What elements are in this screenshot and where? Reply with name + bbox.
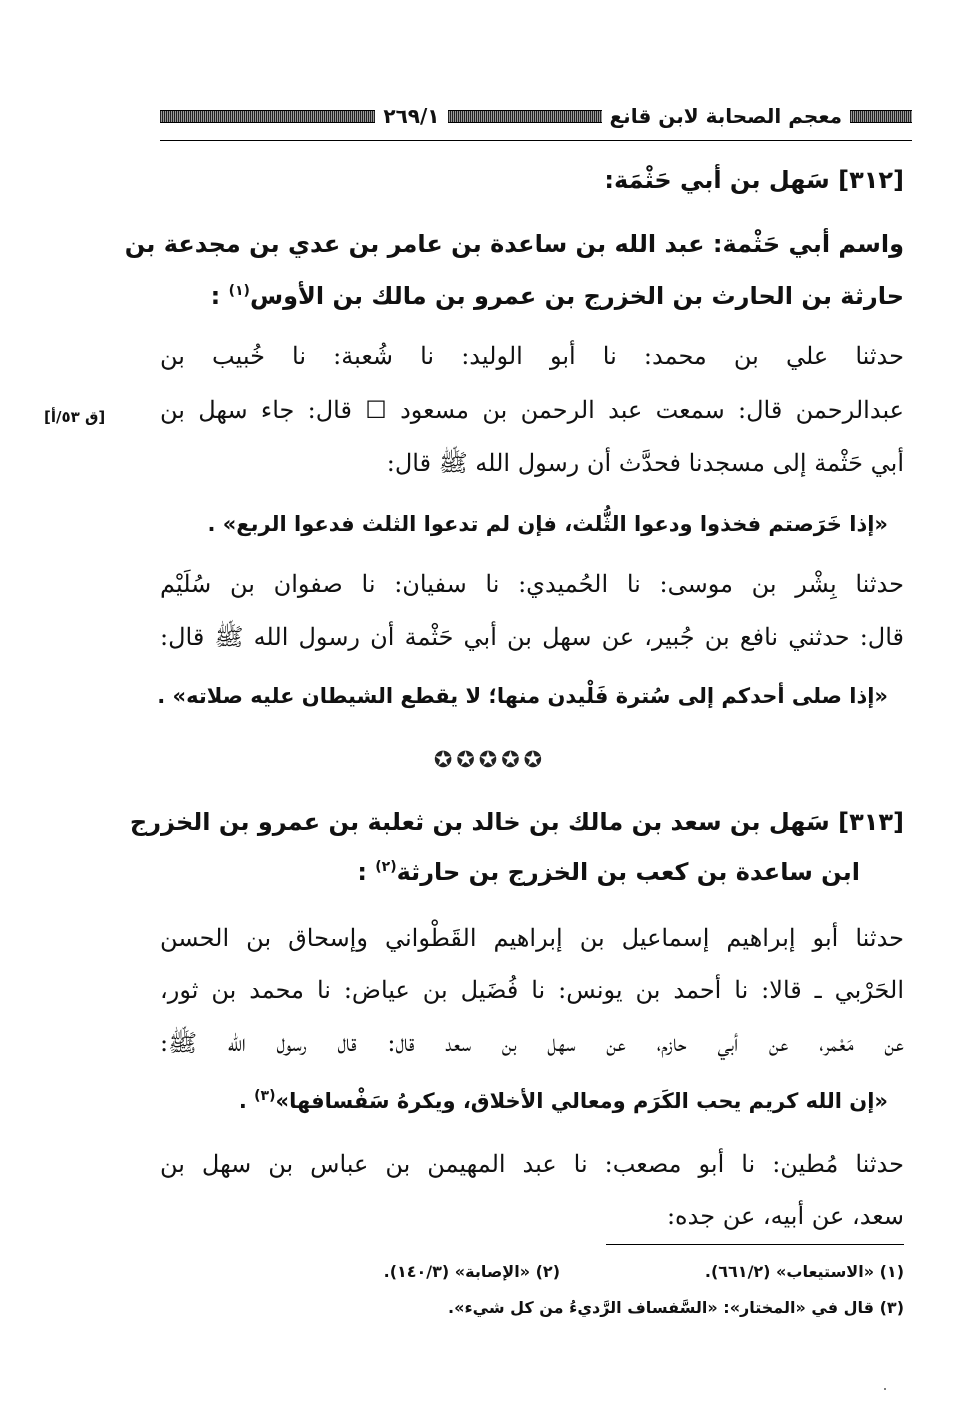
isnad-line: عن مَعْمر، عن أبي حازم، عن سهل بن سعد قال: قال رسول الله ﷺ: [160,1029,904,1057]
isnad-line: عبدالرحمن قال: سمعت عبد الرحمن بن مسعود ☐ قال: جاء سهل بن [160,396,905,424]
header-page-number: ٢٦٩/١ [383,104,440,128]
footnote-1: (١) «الاستيعاب» (٦٦١/٢). [704,1262,904,1281]
hadith-text: «إذا خَرَصتم فخذوا ودعوا الثُّلث، فإن لم تدعوا الثلث فدعوا الربع» . [207,512,888,536]
header-rule [160,140,912,141]
entry-313-heading: [٣١٣] سَهل بن سعد بن مالك بن خالد بن ثعلبة بن عمرو بن الخزرج [129,808,904,836]
entry-313-heading: ابن ساعدة بن كعب بن الخزرج بن حارثة$^{(٢)}$ : [357,858,860,886]
header-ornament-bar [160,110,375,123]
manuscript-folio-note: [ق ٥٣/أ] [44,408,106,426]
footnote-rule [606,1244,904,1245]
header-book-title: معجم الصحابة لابن قانع [609,104,842,128]
section-divider: ✪✪✪✪✪ [433,748,547,773]
isnad-line: حدثنا علي بن محمد: نا أبو الوليد: نا شُعبة: نا خُبيب بن [160,342,904,370]
footnote-marker: (٣) [254,1088,276,1104]
header-ornament-bar [448,110,602,123]
footnote-marker: (١) [228,283,250,299]
isnad-line: حدثنا بِشْر بن موسى: نا الحُميدي: نا سفيان: نا صفوان بن سُلَيْم [160,570,904,598]
isnad-line: قال: حدثني نافع بن جُبير، عن سهل بن أبي حَثْمة أن رسول الله ﷺ قال: [160,623,904,651]
footnote-3: (٣) قال في «المختار»: «السَّفساف الرَّديءُ من كل شيء». [448,1298,904,1317]
scan-speck [884,1388,886,1390]
entry-312-line: واسم أبي حَثْمة: عبد الله بن ساعدة بن عامر بن عدي بن مجدعة بن [124,230,904,258]
hadith-text: «إذا صلى أحدكم إلى سُترة فَلْيدن منها؛ لا يقطع الشيطان عليه صلاته» . [157,684,888,708]
running-header [160,96,912,136]
entry-312-line: حارثة بن الحارث بن الخزرج بن عمرو بن مالك بن الأوس$^{(١)}$ : [210,282,904,310]
isnad-line: سعد، عن أبيه، عن جده: [666,1202,904,1230]
hadith-text: «إن الله كريم يحب الكَرَم ومعالي الأخلاق، ويكرهُ سَفْسافها»$^{(٣)}$ . [238,1088,888,1113]
footnote-2: (٢) «الإصابة» (١٤٠/٣). [383,1262,560,1281]
isnad-line: حدثنا مُطين: نا أبو مصعب: نا عبد المهيمن بن عباس بن سهل بن [160,1150,904,1178]
footnote-marker: (٢) [375,859,397,875]
isnad-line: أبي حَثْمة إلى مسجدنا فحدَّث أن رسول الله ﷺ قال: [386,449,904,477]
entry-312-heading: [٣١٢] سَهل بن أبي حَثْمَة: [604,166,904,194]
isnad-line: الحَرْبي ـ قالا: نا أحمد بن يونس: نا فُضَيل بن عياض: نا محمد بن ثور، [160,976,904,1004]
isnad-line: حدثنا أبو إبراهيم إسماعيل بن إبراهيم القَطْواني وإسحاق بن الحسن [160,924,904,952]
header-ornament-bar [850,110,912,123]
